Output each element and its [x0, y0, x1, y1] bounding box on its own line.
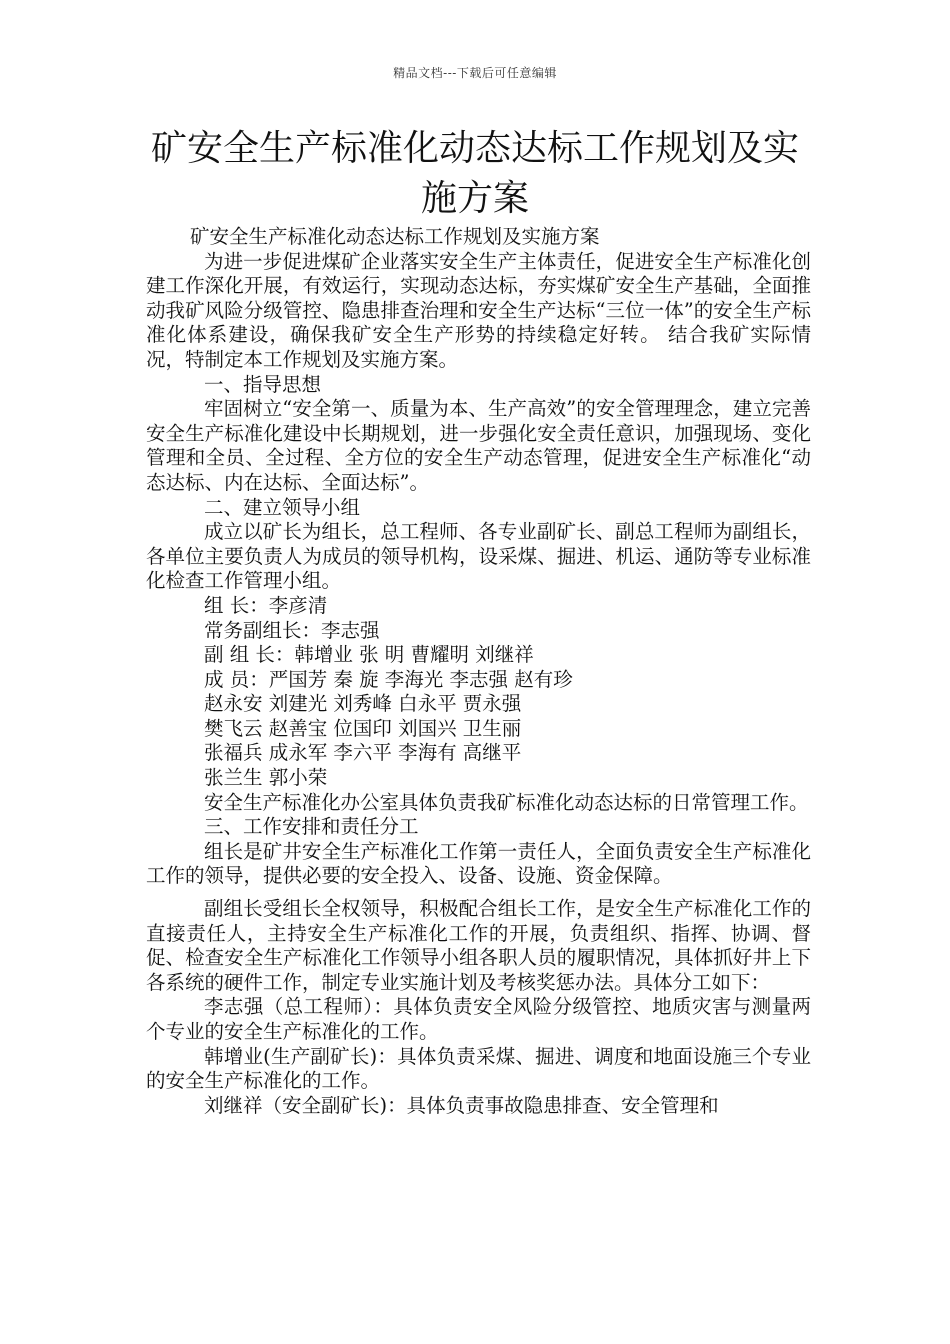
section-heading-work-arrangement: 三、工作安排和责任分工	[204, 815, 419, 839]
leadership-group-paragraph: 成立以矿长为组长，总工程师、各专业副矿长、副总工程师为副组长，各单位主要负责人为成员的领导机构，设采煤、掘进、机运、通防等专业标准化检查工作管理小组。	[146, 520, 811, 593]
document-title-line-2: 施方案	[420, 178, 529, 219]
section-heading-guiding-ideology: 一、指导思想	[204, 372, 322, 396]
members-line: 张福兵 成永军 李六平 李海有 高继平	[204, 741, 522, 765]
section-heading-leadership-group: 二、建立领导小组	[204, 495, 361, 519]
duty-paragraph-chief-engineer: 李志强（总工程师）：具体负责安全风险分级管控、地质灾害与测量两个专业的安全生产标准化的工作。	[146, 995, 811, 1043]
guiding-ideology-paragraph: 牢固树立“安全第一、质量为本、生产高效”的安全管理理念，建立完善安全生产标准化建设中长期规划，进一步强化安全责任意识，加强现场、变化管理和全员、全过程、全方位的安全生产动态管理，促进安全生产标准化“动态达标、内在达标、全面达标”。	[146, 397, 811, 494]
page-header-note: 精品文档---下载后可任意编辑	[393, 66, 557, 80]
group-leader-line: 组 长：李彦清	[204, 593, 328, 617]
members-line: 成 员：严国芳 秦 旋 李海光 李志强 赵有珍	[204, 667, 573, 691]
leader-duty-paragraph: 组长是矿井安全生产标准化工作第一责任人，全面负责安全生产标准化工作的领导，提供必要的安全投入、设备、设施、资金保障。	[146, 839, 811, 888]
standardization-office-paragraph: 安全生产标准化办公室具体负责我矿标准化动态达标的日常管理工作。	[204, 790, 809, 814]
executive-deputy-line: 常务副组长：李志强	[204, 618, 380, 642]
members-line: 赵永安 刘建光 刘秀峰 白永平 贾永强	[204, 692, 522, 716]
document-title-line-1: 矿安全生产标准化动态达标工作规划及实	[150, 128, 799, 169]
intro-paragraph: 为进一步促进煤矿企业落实安全生产主体责任，促进安全生产标准化创建工作深化开展，有效运行，实现动态达标，夯实煤矿安全生产基础，全面推动我矿风险分级管控、隐患排查治理和安全生产达标“三位一体”的安全生产标准化体系建设，确保我矿安全生产形势的持续稳定好转。 结合我矿实际情况，特制定本工作规划及实施方案。	[146, 249, 811, 371]
members-line: 樊飞云 赵善宝 位国印 刘国兴 卫生丽	[204, 716, 522, 740]
document-body	[146, 225, 811, 1118]
document-subtitle: 矿安全生产标准化动态达标工作规划及实施方案	[190, 225, 600, 248]
duty-paragraph-safety-deputy: 刘继祥（安全副矿长)：具体负责事故隐患排查、安全管理和	[204, 1093, 719, 1117]
members-line: 张兰生 郭小荣	[204, 766, 328, 790]
duty-paragraph-production-deputy: 韩增业(生产副矿长)：具体负责采煤、掘进、调度和地面设施三个专业的安全生产标准化的工作。	[146, 1044, 811, 1093]
document-title	[140, 124, 810, 224]
deputy-leaders-line: 副 组 长：韩增业 张 明 曹耀明 刘继祥	[204, 643, 534, 667]
deputy-duty-paragraph: 副组长受组长全权领导，积极配合组长工作，是安全生产标准化工作的直接责任人，主持安全生产标准化工作的开展，负责组织、指挥、协调、督促、检查安全生产标准化工作领导小组各职人员的履职情况，具体抓好井上下各系统的硬件工作，制定专业实施计划及考核奖惩办法。具体分工如下：	[146, 897, 811, 994]
